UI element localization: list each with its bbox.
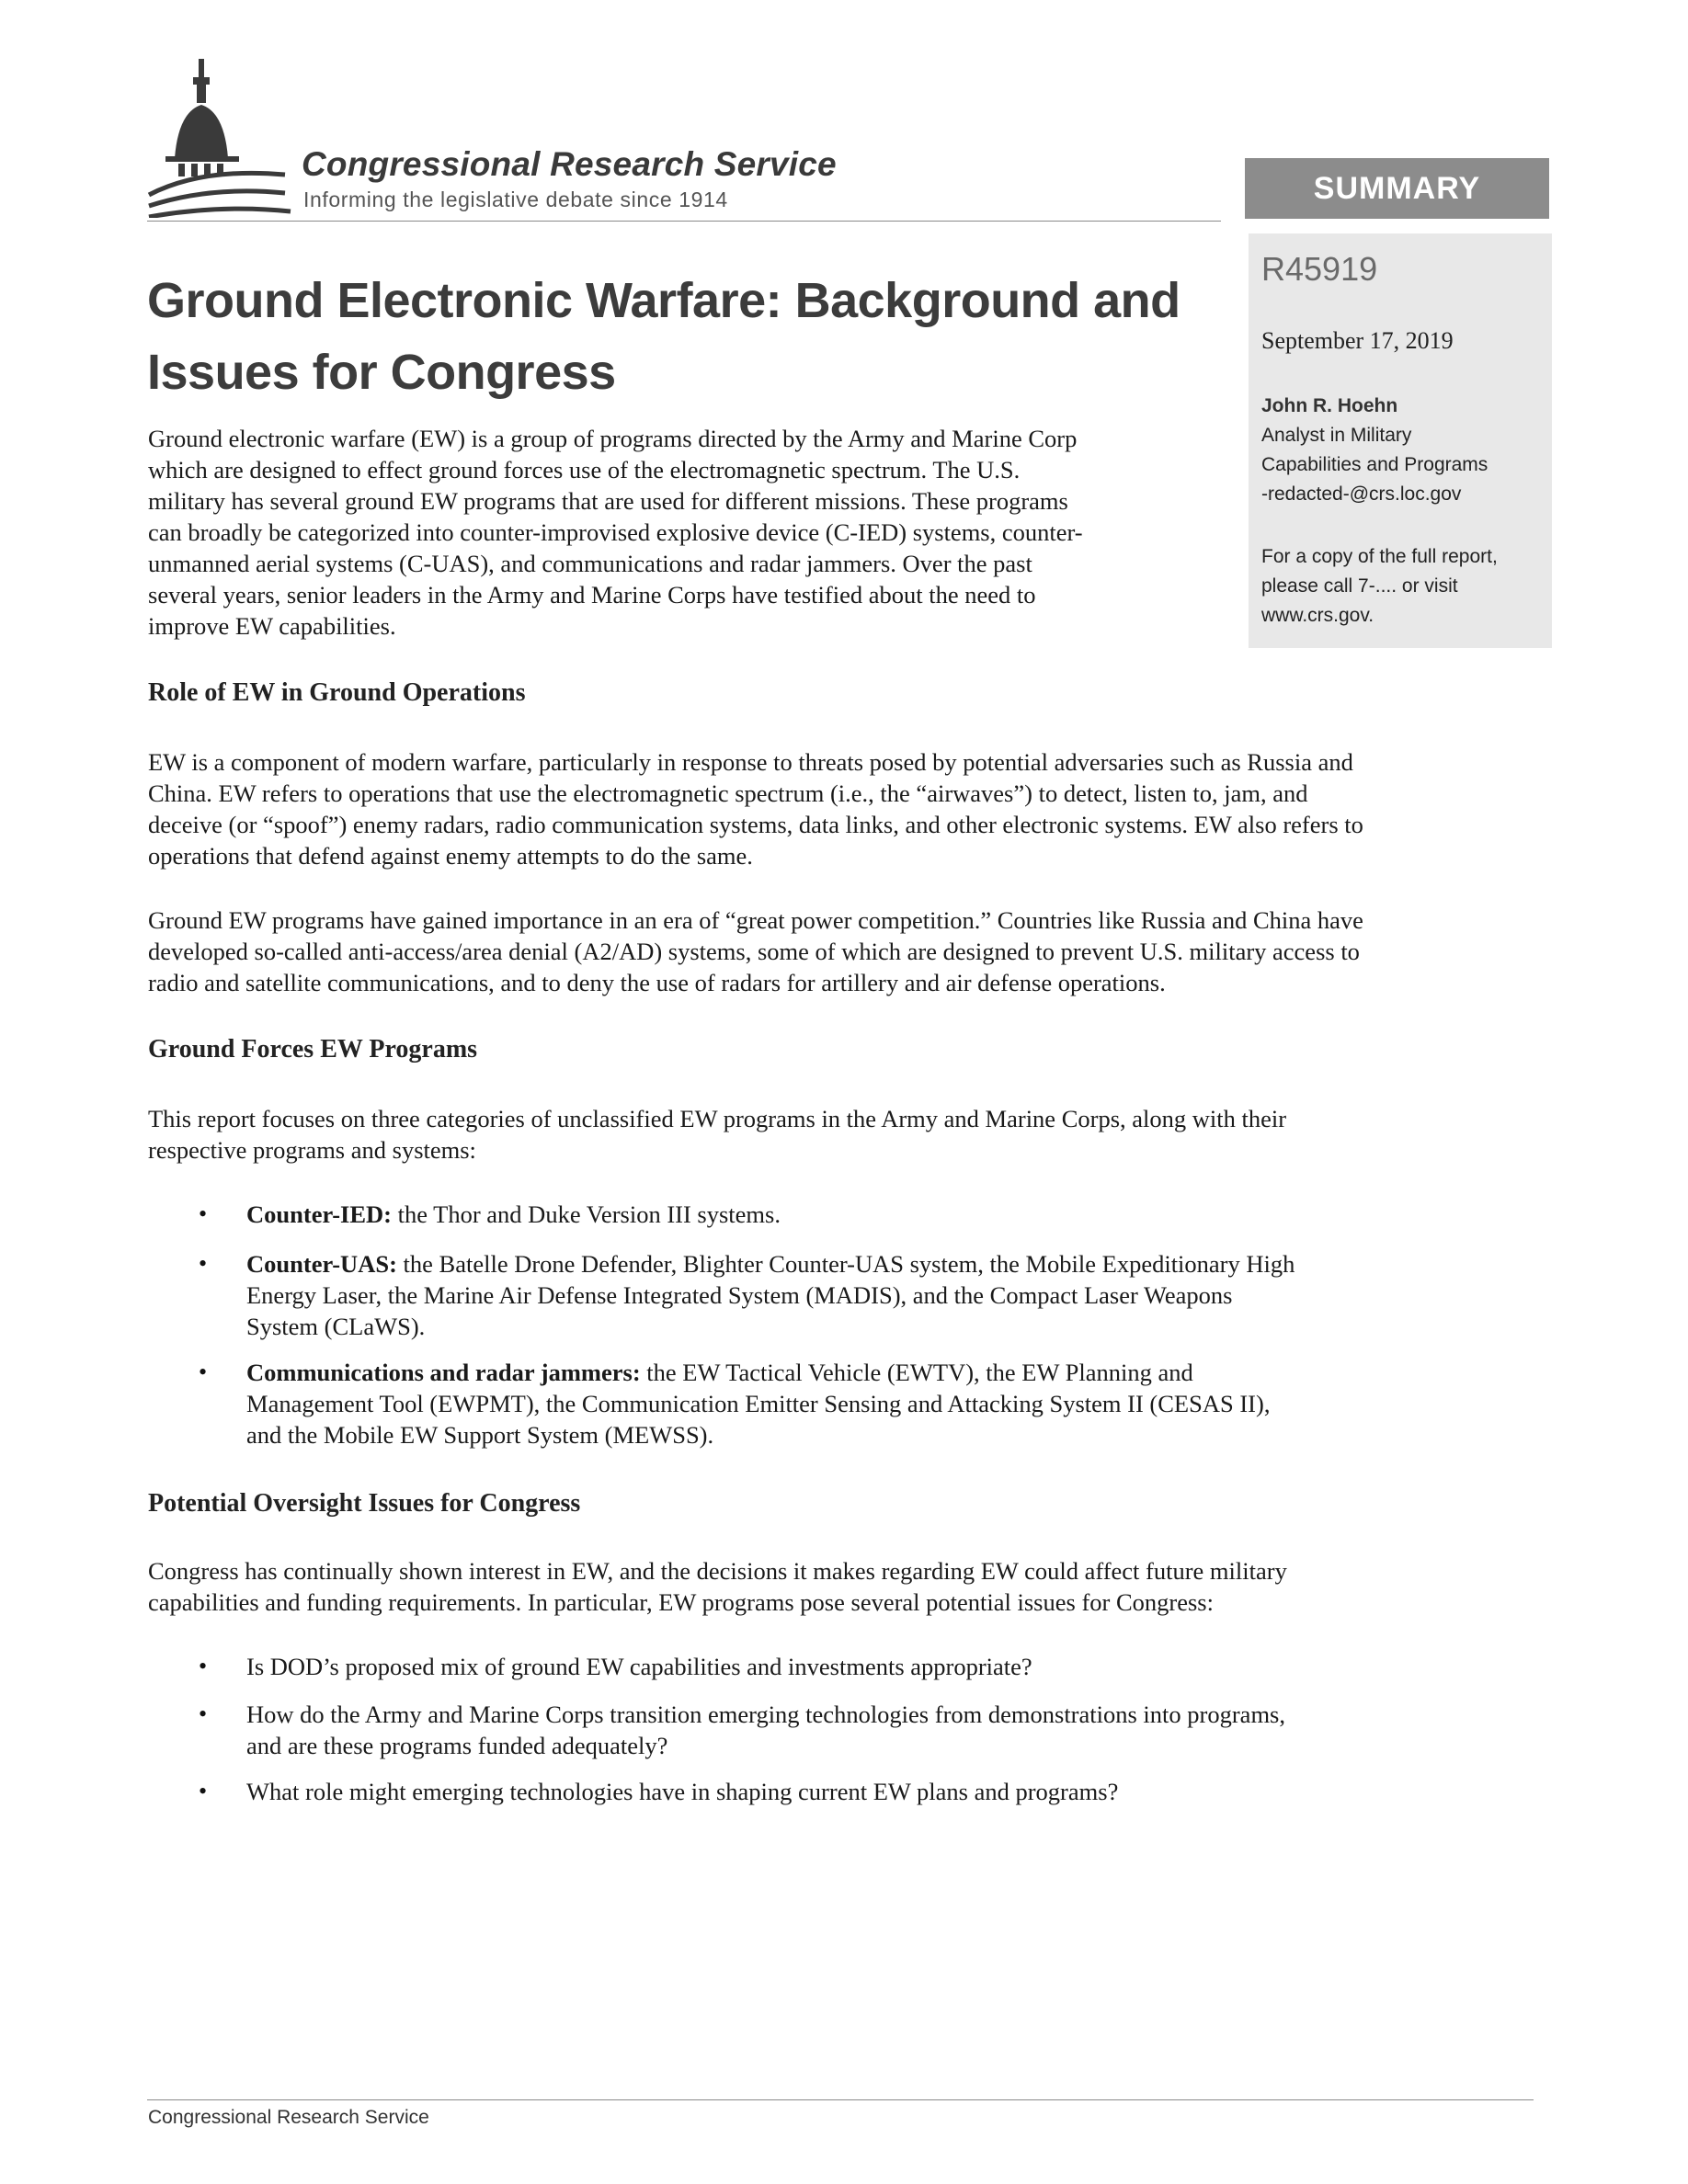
section-heading: Potential Oversight Issues for Congress [148,1489,581,1518]
intro-line: which are designed to effect ground forces use of the electromagnetic spectrum. The U.S. [148,456,1021,483]
copy-note-line: please call 7-.... or visit [1261,575,1458,597]
org-tagline: Informing the legislative debate since 1914 [303,188,728,211]
intro-line: military has several ground EW programs that are used for different missions. These programs [148,487,1068,515]
author-title-line: Capabilities and Programs [1261,454,1488,475]
paragraph-line: Ground EW programs have gained importance in an era of “great power competition.” Countries like Russia and China have [148,906,1363,934]
report-date: September 17, 2019 [1261,327,1454,354]
list-item [246,1359,1193,1387]
intro-line: several years, senior leaders in the Army and Marine Corps have testified about the need to [148,581,1036,609]
list-item-text: Management Tool (EWPMT), the Communication Emitter Sensing and Attacking System II (CESAS II), [246,1390,1271,1417]
paragraph-line: Congress has continually shown interest in EW, and the decisions it makes regarding EW could affect future military [148,1557,1287,1585]
intro-line: improve EW capabilities. [148,612,396,640]
list-item: What role might emerging technologies have in shaping current EW plans and programs? [246,1778,1119,1805]
bullet-icon: • [199,1778,208,1804]
list-item-text: and the Mobile EW Support System (MEWSS). [246,1421,714,1449]
report-number: R45919 [1261,250,1378,288]
intro-line: can broadly be categorized into counter-improvised explosive device (C-IED) systems, counter- [148,518,1083,546]
list-item-term: Counter-IED: [246,1200,393,1228]
bullet-icon: • [199,1200,208,1227]
list-item-text: the Batelle Drone Defender, Blighter Counter-UAS system, the Mobile Expeditionary High [396,1250,1295,1278]
footer-divider [147,2099,1534,2100]
org-name: Congressional Research Service [302,145,837,183]
section-heading: Role of EW in Ground Operations [148,678,526,707]
copy-note-line: For a copy of the full report, [1261,546,1498,567]
list-item [246,1250,1295,1279]
paragraph-line: respective programs and systems: [148,1136,476,1164]
author-email[interactable]: -redacted-@crs.loc.gov [1261,483,1462,505]
author-name: John R. Hoehn [1261,395,1398,416]
paragraph-line: radio and satellite communications, and to deny the use of radars for artillery and air defense operations. [148,969,1166,996]
list-item-text: and are these programs funded adequately? [246,1732,668,1759]
list-item: How do the Army and Marine Corps transition emerging technologies from demonstrations into programs, [246,1701,1285,1728]
list-item-text: System (CLaWS). [246,1313,426,1340]
list-item-text: the Thor and Duke Version III systems. [392,1200,781,1228]
paragraph-line: developed so-called anti-access/area denial (A2/AD) systems, some of which are designed to prevent U.S. military access to [148,938,1360,965]
list-item-text: Energy Laser, the Marine Air Defense Integrated System (MADIS), and the Compact Laser Weapons [246,1281,1233,1309]
paragraph-line: deceive (or “spoof”) enemy radars, radio communication systems, data links, and other electronic systems. EW also refers to [148,811,1363,838]
page-title: Issues for Congress [147,345,616,400]
page-title: Ground Electronic Warfare: Background and [147,273,1180,328]
bullet-icon: • [199,1359,208,1385]
list-item-text: the EW Tactical Vehicle (EWTV), the EW Planning and [640,1359,1193,1386]
intro-line: unmanned aerial systems (C-UAS), and communications and radar jammers. Over the past [148,550,1032,577]
list-item-term: Counter-UAS: [246,1250,397,1278]
bullet-icon: • [199,1701,208,1727]
summary-tab: SUMMARY [1245,158,1549,219]
list-item: Is DOD’s proposed mix of ground EW capabilities and investments appropriate? [246,1653,1032,1680]
paragraph-line: This report focuses on three categories of unclassified EW programs in the Army and Marine Corps, along with their [148,1105,1287,1132]
capitol-dome-icon [147,57,294,218]
paragraph-line: EW is a component of modern warfare, particularly in response to threats posed by potential adversaries such as Russia and [148,748,1353,776]
author-title-line: Analyst in Military [1261,425,1412,446]
paragraph-line: operations that defend against enemy attempts to do the same. [148,842,753,870]
crs-website-link[interactable]: www.crs.gov. [1261,605,1374,626]
bullet-icon: • [199,1653,208,1679]
header-divider [147,221,1221,222]
list-item [246,1200,781,1229]
paragraph-line: China. EW refers to operations that use the electromagnetic spectrum (i.e., the “airwaves”) to detect, listen to, jam, and [148,779,1308,807]
section-heading: Ground Forces EW Programs [148,1035,478,1064]
list-item-term: Communications and radar jammers: [246,1359,641,1386]
paragraph-line: capabilities and funding requirements. In particular, EW programs pose several potential issues for Congress: [148,1588,1214,1616]
intro-line: Ground electronic warfare (EW) is a group of programs directed by the Army and Marine Corp [148,425,1078,452]
bullet-icon: • [199,1250,208,1277]
footer-org-name: Congressional Research Service [148,2107,429,2128]
